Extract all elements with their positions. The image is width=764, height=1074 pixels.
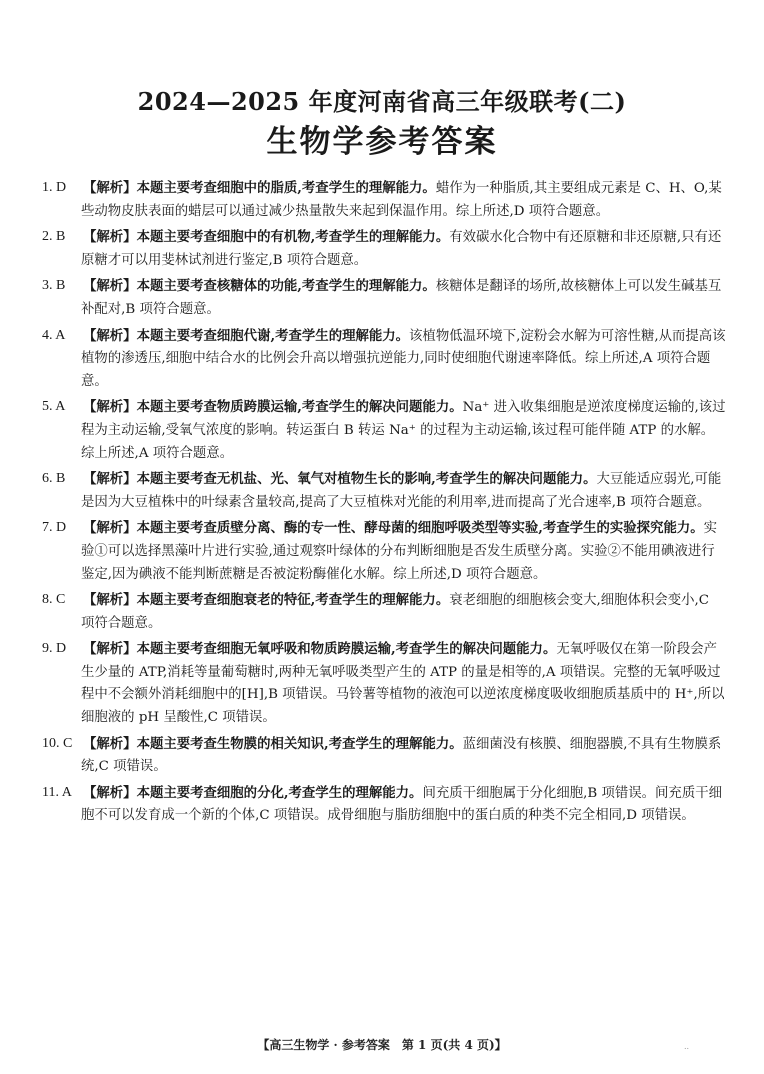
answer-text — [81, 230, 721, 268]
answer-item — [42, 517, 726, 586]
answer-lead: 本题主要考查细胞中的有机物,考查学生的理解能力。 — [136, 229, 450, 246]
answer-number: 7. D — [42, 520, 67, 536]
answer-text — [81, 593, 709, 631]
answer-lead: 本题主要考查核糖体的功能,考查学生的理解能力。 — [136, 278, 436, 295]
answer-number: 4. A — [42, 327, 66, 343]
answer-number: 11. A — [42, 784, 72, 800]
answer-number: 6. B — [42, 471, 66, 487]
answer-body: 有效碳水化合物中有还原糖和非还原糖,只有还原糖才可以用斐林试剂进行鉴定,B 项符合题意。 — [81, 230, 722, 268]
answer-lead: 本题主要考查细胞衰老的特征,考查学生的理解能力。 — [136, 592, 450, 609]
analysis-tag: 【解析】 — [83, 471, 137, 488]
answer-text — [81, 472, 721, 510]
analysis-tag: 【解析】 — [83, 735, 137, 752]
answer-body: 该植物低温环境下,淀粉会水解为可溶性糖,从而提高该植物的渗透压,细胞中结合水的比例会升高以增强抗逆能力,同时使细胞代谢速率降低。综上所述,A 项符合题意。 — [81, 328, 726, 389]
answer-body: 大豆能适应弱光,可能是因为大豆植株中的叶绿素含量较高,提高了大豆植株对光能的利用率,进而提高了光合速率,B 项符合题意。 — [81, 472, 722, 510]
answer-text — [81, 737, 721, 775]
answer-text — [81, 279, 721, 317]
answer-lead: 本题主要考查细胞代谢,考查学生的理解能力。 — [136, 327, 410, 344]
page-footer: 【高三生物学 · 参考答案 第 1 页(共 4 页)】 — [257, 1038, 507, 1052]
analysis-tag: 【解析】 — [83, 229, 137, 246]
answer-number: 2. B — [42, 229, 66, 245]
answer-body: 蓝细菌没有核膜、细胞器膜,不具有生物膜系统,C 项错误。 — [81, 736, 722, 775]
answer-lead: 本题主要考查细胞中的脂质,考查学生的理解能力。 — [136, 180, 436, 196]
analysis-tag: 【解析】 — [83, 399, 137, 416]
analysis-tag: 【解析】 — [83, 784, 137, 801]
answer-body: 间充质干细胞属于分化细胞,B 项错误。间充质干细胞不可以发育成一个新的个体,C 项错误。成骨细胞与脂肪细胞中的蛋白质的种类不完全相同,D 项错误。 — [81, 785, 722, 824]
answer-list — [42, 177, 726, 831]
answer-text — [81, 786, 722, 824]
answer-item — [42, 782, 726, 828]
corner-mark: .. — [684, 1042, 690, 1051]
answer-lead: 本题主要考查细胞的分化,考查学生的理解能力。 — [136, 784, 423, 801]
document-title: 生物学参考答案 — [266, 124, 498, 160]
answer-item — [42, 177, 726, 223]
answer-number: 9. D — [42, 641, 67, 657]
answer-body: Na⁺ 进入收集细胞是逆浓度梯度运输的,该过程为主动运输,受氧气浓度的影响。转运蛋白 B 转运 Na⁺ 的过程为主动运输,该过程可能伴随 ATP 的水解。综上所述,A 项符合题意。 — [81, 400, 726, 461]
answer-text — [81, 181, 722, 219]
answer-item — [42, 275, 726, 321]
answer-number: 10. C — [42, 735, 73, 751]
answer-text — [81, 400, 726, 460]
analysis-tag: 【解析】 — [83, 180, 137, 196]
analysis-tag: 【解析】 — [83, 592, 137, 609]
answer-item — [42, 468, 726, 514]
answer-lead: 本题主要考查细胞无氧呼吸和物质跨膜运输,考查学生的解决问题能力。 — [136, 641, 557, 658]
analysis-tag: 【解析】 — [83, 278, 137, 295]
answer-item — [42, 226, 726, 272]
exam-title: 2024—2025 年度河南省高三年级联考(二) — [137, 87, 627, 116]
answer-lead: 本题主要考查无机盐、光、氧气对植物生长的影响,考查学生的解决问题能力。 — [136, 471, 597, 488]
answer-item — [42, 733, 726, 779]
answer-text — [81, 329, 726, 389]
answer-lead: 本题主要考查物质跨膜运输,考查学生的解决问题能力。 — [136, 399, 463, 416]
answer-lead: 本题主要考查生物膜的相关知识,考查学生的理解能力。 — [136, 735, 463, 752]
answer-number: 5. A — [42, 399, 66, 415]
analysis-tag: 【解析】 — [83, 641, 137, 658]
analysis-tag: 【解析】 — [83, 327, 137, 344]
answer-body: 蜡作为一种脂质,其主要组成元素是 C、H、O,某些动物皮肤表面的蜡层可以通过减少热量散失来起到保温作用。综上所述,D 项符合题意。 — [81, 181, 722, 219]
answer-text — [81, 521, 717, 581]
answer-lead: 本题主要考查质壁分离、酶的专一性、酵母菌的细胞呼吸类型等实验,考查学生的实验探究能力。 — [136, 520, 704, 537]
answer-item — [42, 396, 726, 465]
answer-item — [42, 325, 726, 394]
answer-body: 实验①可以选择黑藻叶片进行实验,通过观察叶绿体的分布判断细胞是否发生质壁分离。实验②不能用碘液进行鉴定,因为碘液不能判断蔗糖是否被淀粉酶催化水解。综上所述,D 项符合题意。 — [81, 521, 718, 582]
answer-item — [42, 589, 726, 635]
answer-text — [81, 642, 725, 725]
answer-body: 核糖体是翻译的场所,故核糖体上可以发生碱基互补配对,B 项符合题意。 — [81, 279, 722, 317]
answer-number: 8. C — [42, 592, 66, 608]
analysis-tag: 【解析】 — [83, 520, 137, 537]
answer-body: 衰老细胞的细胞核会变大,细胞体积会变小,C 项符合题意。 — [81, 593, 710, 631]
answer-number: 3. B — [42, 278, 66, 294]
answer-body: 无氧呼吸仅在第一阶段会产生少量的 ATP,消耗等量葡萄糖时,两种无氧呼吸类型产生的 ATP 的量是相等的,A 项错误。完整的无氧呼吸过程中不会额外消耗细胞中的[H],B 项错误。马铃薯等植物的液泡可以逆浓度梯度吸收细胞质基质中的 H⁺,所以细胞液的 pH 呈酸性,C 项错误。 — [81, 642, 725, 726]
answer-item — [42, 638, 726, 729]
answer-number: 1. D — [42, 180, 67, 195]
